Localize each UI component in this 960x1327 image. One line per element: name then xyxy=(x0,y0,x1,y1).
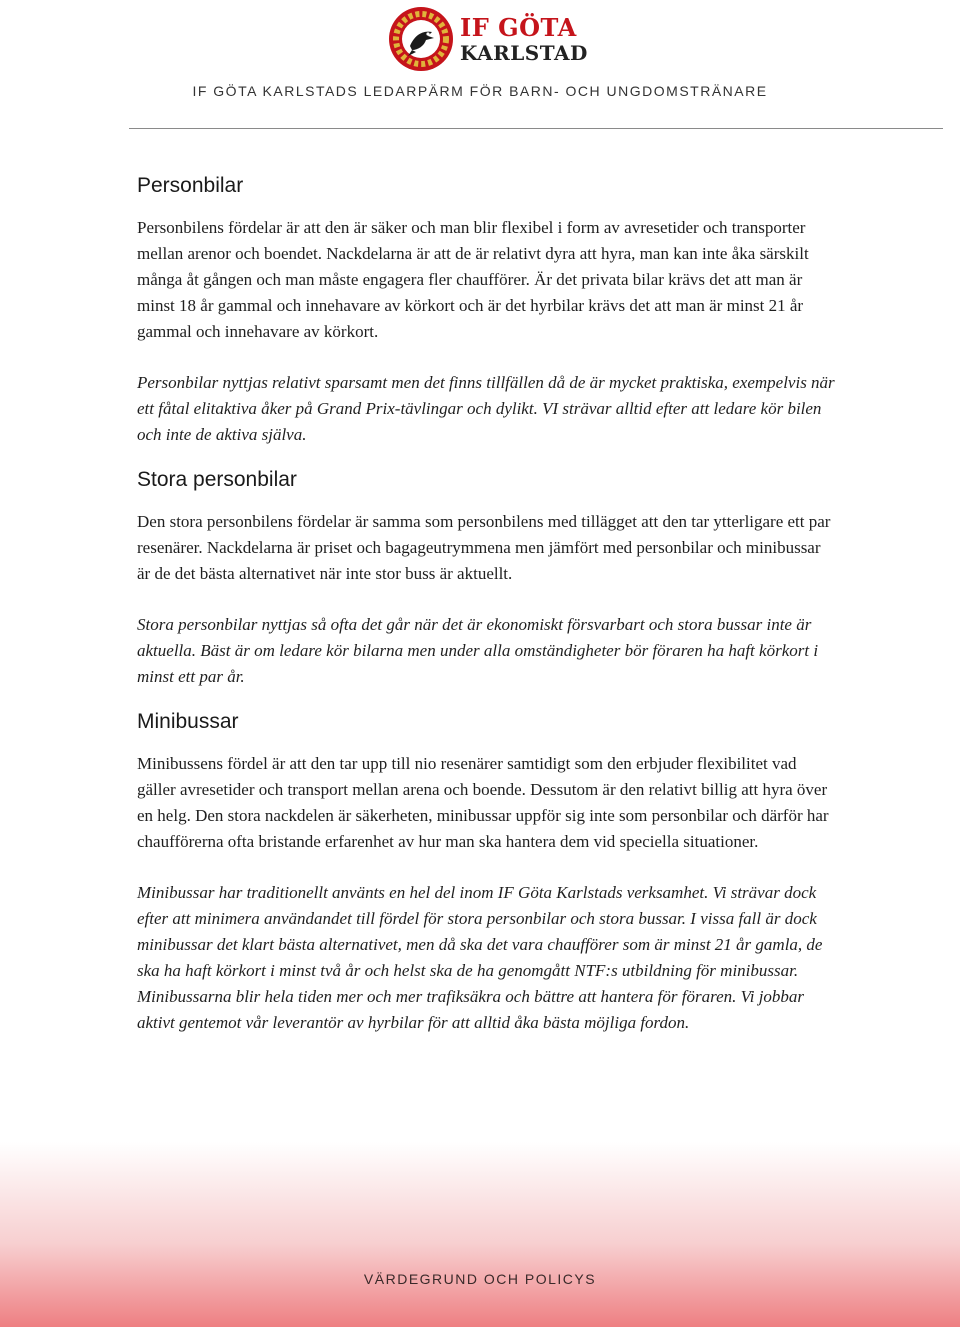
header-divider xyxy=(129,128,943,129)
section-stora-personbilar xyxy=(137,466,837,690)
club-emblem-icon xyxy=(388,6,454,72)
section-personbilar xyxy=(137,172,837,448)
section-note: Minibussar har traditionellt använts en hel del inom IF Göta Karlstads verksamhet. Vi strävar dock efter att minimera användandet till fördel för stora personbilar och stora bussar. I vissa fall är dock minibussar det klart bästa alternativet, men då ska det vara chaufförer som är minst 21 år gamla, de ska ha haft körkort i minst två år och helst ska de ha genomgått NTF:s utbildning för minibussar. Minibussarna blir hela tiden mer och mer trafiksäkra och bättre att hantera för föraren. Vi jobbar aktivt gentemot vår leverantör av hyrbilar för att alltid åka bästa möjliga fordon. xyxy=(137,883,823,1032)
section-heading: Minibussar xyxy=(137,710,239,733)
section-note: Personbilar nyttjas relativt sparsamt men det finns tillfällen då de är mycket praktiska, exempelvis när ett fåtal elitaktiva åker på Grand Prix-tävlingar och dylikt. VI strävar alltid efter att ledare kör bilen och inte de aktiva själva. xyxy=(137,373,835,444)
section-note: Stora personbilar nyttjas så ofta det går när det är ekonomiskt försvarbart och stora bussar inte är aktuella. Bäst är om ledare kör bilarna men under alla omständigheter bör föraren ha haft körkort i minst ett par år. xyxy=(137,615,819,686)
section-heading: Personbilar xyxy=(137,174,244,197)
section-heading: Stora personbilar xyxy=(137,468,297,491)
footer-band xyxy=(0,1142,960,1327)
section-paragraph: Den stora personbilens fördelar är samma som personbilens med tillägget att den tar ytterligare ett par resenärer. Nackdelarna är priset och bagageutrymmena men jämfört med personbilar och minibussar är de det bästa alternativet när inte stor buss är aktuellt. xyxy=(137,512,831,583)
section-paragraph: Minibussens fördel är att den tar upp till nio resenärer samtidigt som den erbjuder flexibilitet vad gäller avresetider och transport mellan arena och boende. Dessutom är den relativt billig att hyra över en helg. Den stora nackdelen är säkerheten, minibussar uppför sig inte som personbilar och därför har chaufförerna ofta bristande erfarenhet av hur man ska hantera dem vid speciella situationer. xyxy=(137,754,829,851)
logo-wordmark-top: IF GÖTA xyxy=(460,13,577,42)
footer-title: VÄRDEGRUND OCH POLICYS xyxy=(363,1271,597,1287)
page-header-title: IF GÖTA KARLSTADS LEDARPÄRM FÖR BARN- OCH UNGDOMSTRÄNARE xyxy=(192,83,768,99)
club-logo xyxy=(388,6,588,72)
document-body xyxy=(137,172,837,1036)
section-minibussar xyxy=(137,708,837,1036)
section-paragraph: Personbilens fördelar är att den är säker och man blir flexibel i form av avresetider och transporter mellan arenor och boendet. Nackdelarna är att de är relativt dyra att hyra, man kan inte åka särskilt många åt gången och man måste engagera fler chaufförer. Är det privata bilar krävs det att man är minst 18 år gammal och innehavare av körkort och är det hyrbilar krävs det att man är minst 21 år gammal och innehavare av körkort. xyxy=(137,218,809,341)
logo-wordmark-bottom: KARLSTAD xyxy=(460,41,588,65)
